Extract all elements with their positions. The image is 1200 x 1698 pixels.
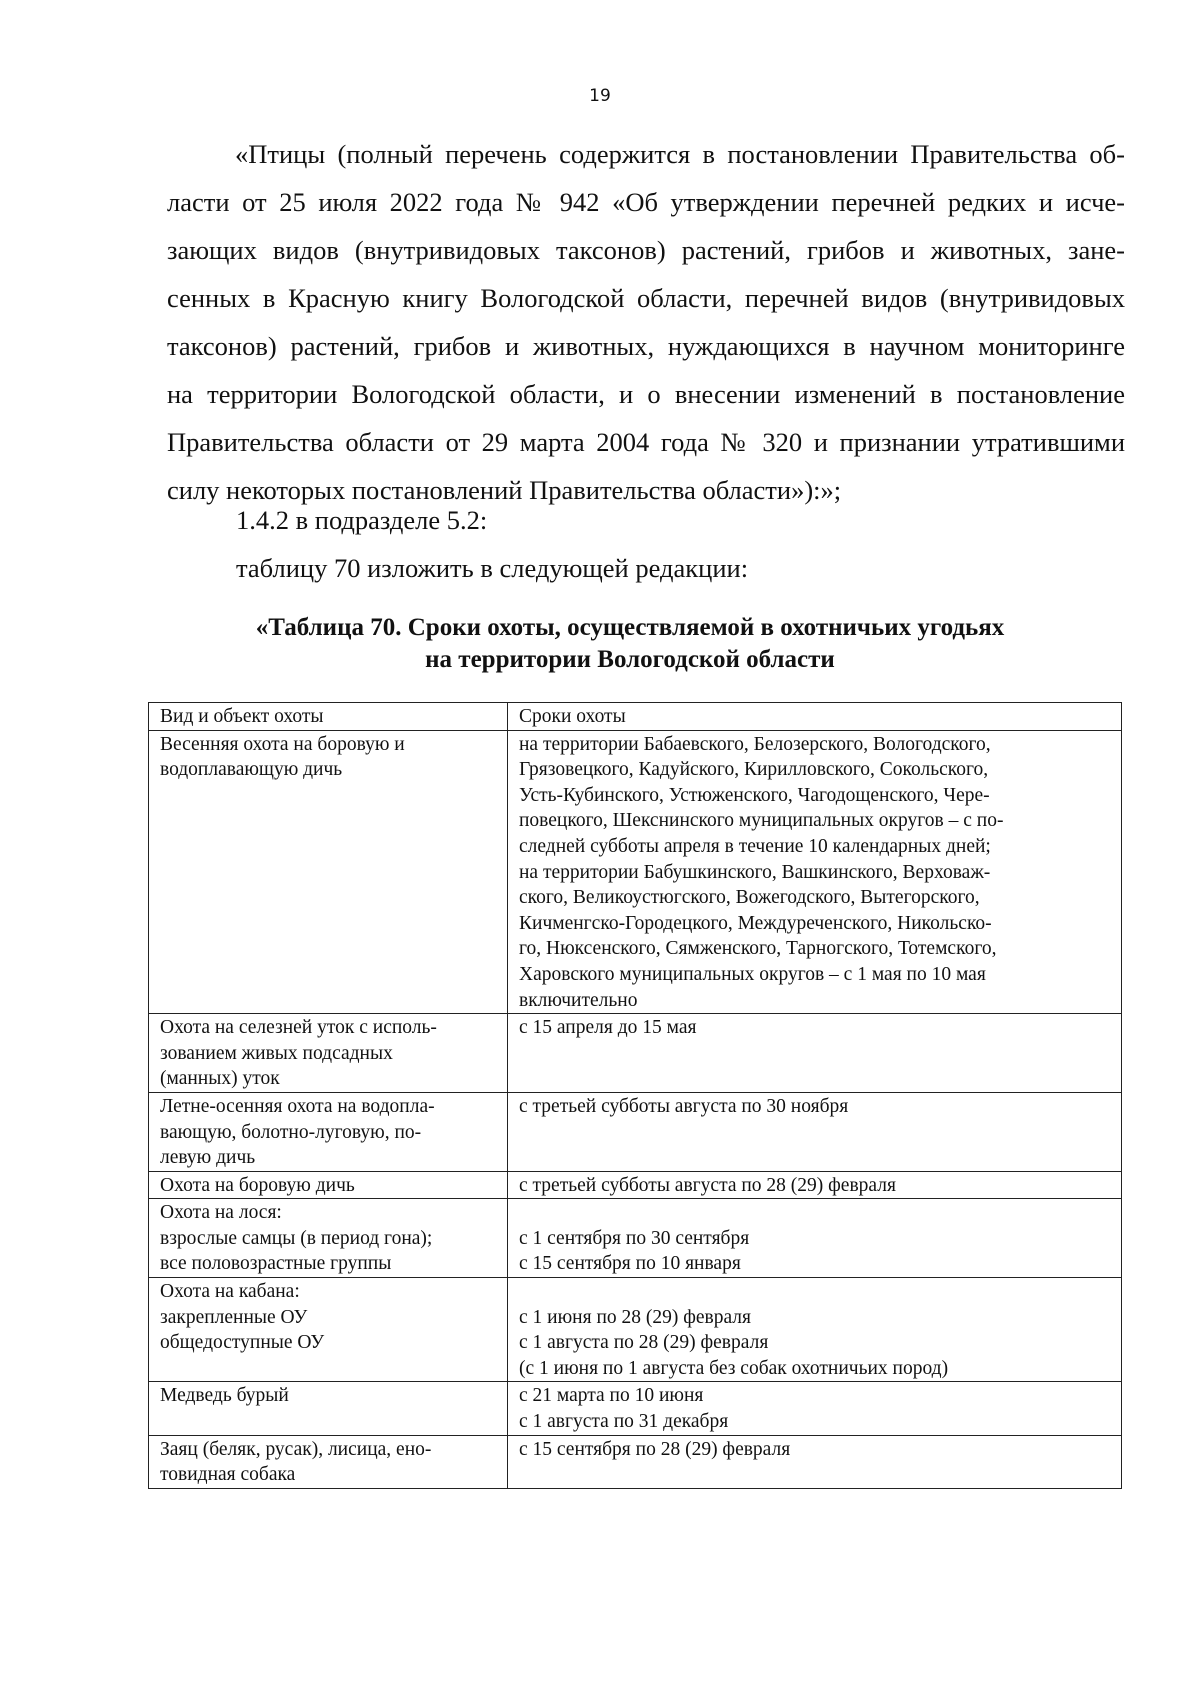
hunt-object-cell (149, 1382, 508, 1435)
table-title (150, 612, 1110, 676)
hunt-object-line: Охота на кабана: (160, 1281, 300, 1303)
hunt-terms-line: ского, Великоустюгского, Вожегодского, Вытегорского, (519, 887, 980, 909)
hunt-terms-line: на территории Бабушкинского, Вашкинского, Верховаж- (519, 861, 991, 883)
hunt-terms-cell (508, 1014, 1122, 1093)
hunt-terms-line: с третьей субботы августа по 30 ноября (519, 1095, 849, 1117)
hunt-terms-line: с 21 марта по 10 июня (519, 1385, 704, 1407)
hunt-terms-line: с 15 апреля до 15 мая (519, 1017, 697, 1039)
table-row (149, 1382, 1122, 1435)
hunt-terms-line: с 15 сентября по 10 января (519, 1253, 741, 1275)
hunt-object-line: Весенняя охота на боровую и (160, 733, 405, 755)
hunt-terms-line: Усть-Кубинского, Устюженского, Чагодощенского, Чере- (519, 784, 990, 806)
hunt-object-line: (манных) уток (160, 1068, 280, 1090)
hunt-object-line: левую дичь (160, 1147, 256, 1169)
hunt-terms-line: Харовского муниципальных округов – с 1 мая по 10 мая (519, 963, 986, 985)
hunt-object-line: все половозрастные группы (160, 1253, 392, 1275)
hunt-object-line: водоплавающую дичь (160, 759, 343, 781)
hunt-object-line: Медведь бурый (160, 1385, 289, 1407)
subsection-line: 1.4.2 в подразделе 5.2: (236, 505, 488, 535)
table-row (149, 1199, 1122, 1278)
hunt-terms-line: Грязовецкого, Кадуйского, Кирилловского, Сокольского, (519, 759, 989, 781)
intro-paragraph (167, 130, 1125, 514)
hunt-terms-line: включительно (519, 989, 638, 1011)
hunt-object-line: вающую, болотно-луговую, по- (160, 1121, 422, 1143)
header-terms-cell: Сроки охоты (508, 703, 1122, 731)
hunt-object-line: Охота на лося: (160, 1202, 282, 1224)
table-row (149, 1171, 1122, 1199)
page-number: 19 (589, 86, 611, 106)
table-row (149, 1092, 1122, 1171)
hunt-object-cell (149, 730, 508, 1014)
hunt-object-cell (149, 1435, 508, 1488)
hunt-object-line: Заяц (беляк, русак), лисица, ено- (160, 1438, 432, 1460)
hunt-terms-line: Кичменгско-Городецкого, Междуреченского, Никольско- (519, 912, 992, 934)
hunt-object-line: Охота на боровую дичь (160, 1174, 355, 1196)
hunt-object-cell (149, 1171, 508, 1199)
hunt-terms-line: с третьей субботы августа по 28 (29) февраля (519, 1174, 896, 1196)
table-row (149, 1014, 1122, 1093)
paragraph-line: силу некоторых постановлений Правительства области»):»; (167, 475, 842, 505)
hunt-terms-line: с 15 сентября по 28 (29) февраля (519, 1438, 791, 1460)
paragraph-line: на территории Вологодской области, и о внесении изменений в постановление (167, 379, 1125, 409)
hunt-terms-cell (508, 1278, 1122, 1382)
paragraph-line: ласти от 25 июля 2022 года № 942 «Об утверждении перечней редких и исче- (167, 187, 1125, 217)
header-object-cell: Вид и объект охоты (149, 703, 508, 731)
paragraph-line: Правительства области от 29 марта 2004 года № 320 и признании утратившими (167, 427, 1125, 457)
hunt-terms-line (519, 1279, 1111, 1305)
hunt-terms-line: го, Нюксенского, Сямженского, Тарногского, Тотемского, (519, 938, 997, 960)
hunt-terms-cell (508, 730, 1122, 1014)
hunt-object-cell (149, 1278, 508, 1382)
table-header-row (149, 703, 1122, 731)
hunt-terms-line: с 1 сентября по 30 сентября (519, 1227, 750, 1249)
paragraph-line: зающих видов (внутривидовых таксонов) растений, грибов и животных, зане- (167, 235, 1125, 265)
hunt-terms-cell (508, 1199, 1122, 1278)
table-title-line-1: «Таблица 70. Сроки охоты, осуществляемой в охотничьих угодьях (255, 614, 1005, 641)
hunt-object-line: общедоступные ОУ (160, 1332, 325, 1354)
hunt-object-line: взрослые самцы (в период гона); (160, 1227, 433, 1249)
paragraph-line: сенных в Красную книгу Вологодской области, перечней видов (внутривидовых (167, 283, 1125, 313)
hunt-terms-line: следней субботы апреля в течение 10 календарных дней; (519, 835, 991, 857)
hunt-terms-line: с 1 июня по 28 (29) февраля (519, 1306, 752, 1328)
hunt-object-cell (149, 1092, 508, 1171)
hunt-terms-line: повецкого, Шекснинского муниципальных округов – с по- (519, 810, 1004, 832)
table-row (149, 730, 1122, 1014)
hunt-object-line: Летне-осенняя охота на водопла- (160, 1095, 435, 1117)
instruction-line: таблицу 70 изложить в следующей редакции: (236, 553, 749, 583)
table-title-line-2: на территории Вологодской области (425, 646, 835, 673)
hunt-terms-line (519, 1200, 1111, 1226)
hunt-terms-line: с 1 августа по 31 декабря (519, 1411, 729, 1433)
paragraph-line: таксонов) растений, грибов и животных, нуждающихся в научном мониторинге (167, 331, 1125, 361)
hunt-object-cell (149, 1199, 508, 1278)
hunt-terms-line: (с 1 июня по 1 августа без собак охотничьих пород) (519, 1357, 949, 1379)
hunt-terms-cell (508, 1382, 1122, 1435)
hunt-terms-line: на территории Бабаевского, Белозерского, Вологодского, (519, 733, 991, 755)
paragraph-line: «Птицы (полный перечень содержится в постановлении Правительства об- (235, 139, 1125, 169)
hunting-terms-table (148, 702, 1122, 1489)
hunt-terms-cell (508, 1171, 1122, 1199)
hunt-object-line: Охота на селезней уток с исполь- (160, 1017, 437, 1039)
table-row (149, 1278, 1122, 1382)
hunt-terms-cell (508, 1435, 1122, 1488)
hunt-terms-line: с 1 августа по 28 (29) февраля (519, 1332, 769, 1354)
hunt-object-line: закрепленные ОУ (160, 1306, 308, 1328)
table-row (149, 1435, 1122, 1488)
hunt-object-line: зованием живых подсадных (160, 1042, 393, 1064)
hunt-object-line: товидная собака (160, 1464, 296, 1486)
hunt-object-cell (149, 1014, 508, 1093)
hunt-terms-cell (508, 1092, 1122, 1171)
